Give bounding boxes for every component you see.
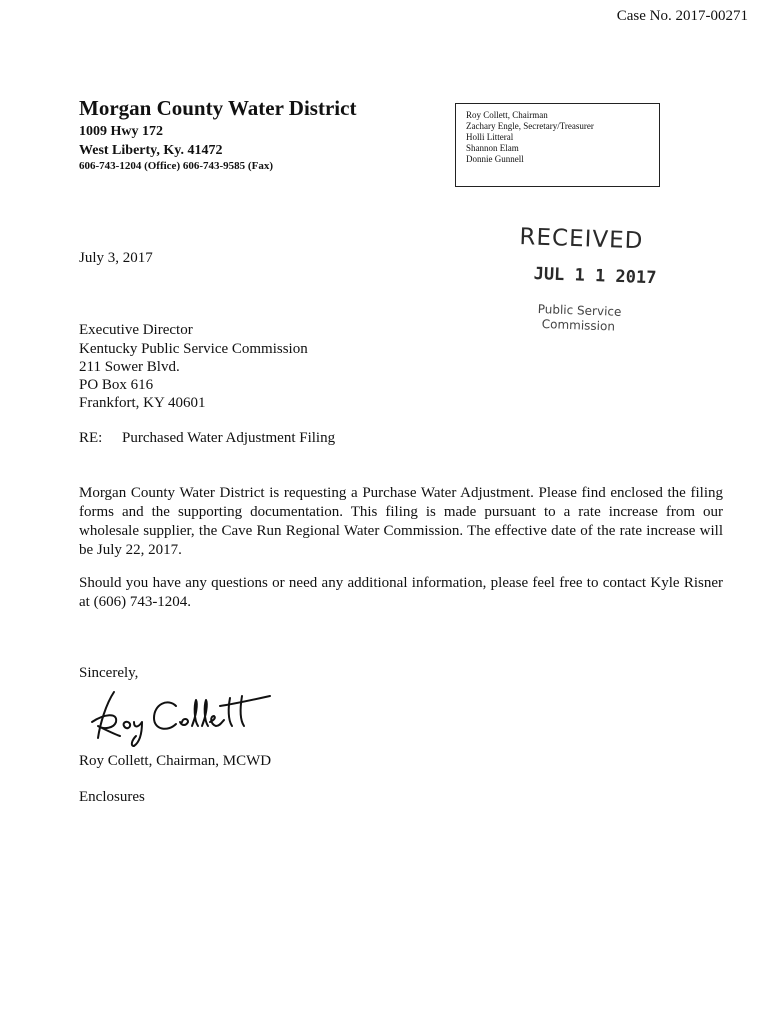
recipient-line: Frankfort, KY 40601 — [79, 395, 206, 411]
received-stamp-date: JUL 1 1 2017 — [533, 264, 657, 289]
subject-label: RE: — [79, 430, 103, 446]
enclosures-note: Enclosures — [79, 789, 145, 805]
recipient-line: 211 Sower Blvd. — [79, 359, 180, 375]
body-paragraph-1: Morgan County Water District is requesting a Purchase Water Adjustment. Please find enclosed the filing forms and the supporting documentation. This filing is made pursuant to a rate increase from our wholesale supplier, the Cave Run Regional Water Commission. The effective date of the rate increase will be July 22, 2017. — [79, 485, 723, 558]
board-members-box — [455, 103, 660, 187]
board-member: Donnie Gunnell — [466, 154, 524, 164]
board-member: Shannon Elam — [466, 143, 519, 153]
signature — [84, 686, 274, 753]
received-stamp-agency-line2: Commission — [541, 317, 616, 334]
signer-name: Roy Collett, Chairman, MCWD — [79, 753, 272, 769]
received-stamp: RECEIVED — [519, 224, 644, 255]
received-stamp-agency-line1: Public Service — [537, 302, 622, 319]
letterhead-phone: 606-743-1204 (Office) 606-743-9585 (Fax) — [79, 160, 273, 172]
letterhead-address-line2: West Liberty, Ky. 41472 — [79, 143, 223, 158]
closing: Sincerely, — [79, 665, 139, 681]
board-member: Zachary Engle, Secretary/Treasurer — [466, 121, 594, 131]
board-member: Roy Collett, Chairman — [466, 110, 548, 120]
board-member: Holli Litteral — [466, 132, 514, 142]
case-number: Case No. 2017-00271 — [616, 8, 748, 24]
signature-graphic — [84, 686, 274, 748]
recipient-line: Kentucky Public Service Commission — [79, 341, 308, 357]
recipient-line: Executive Director — [79, 322, 193, 338]
body-paragraph-2: Should you have any questions or need any additional information, please feel free to contact Kyle Risner at (606) 743-1204. — [79, 575, 723, 610]
subject-text: Purchased Water Adjustment Filing — [122, 430, 336, 446]
recipient-line: PO Box 616 — [79, 377, 154, 393]
letter-date: July 3, 2017 — [79, 250, 153, 266]
letterhead-address-line1: 1009 Hwy 172 — [79, 124, 163, 139]
letterhead-name: Morgan County Water District — [79, 96, 357, 120]
